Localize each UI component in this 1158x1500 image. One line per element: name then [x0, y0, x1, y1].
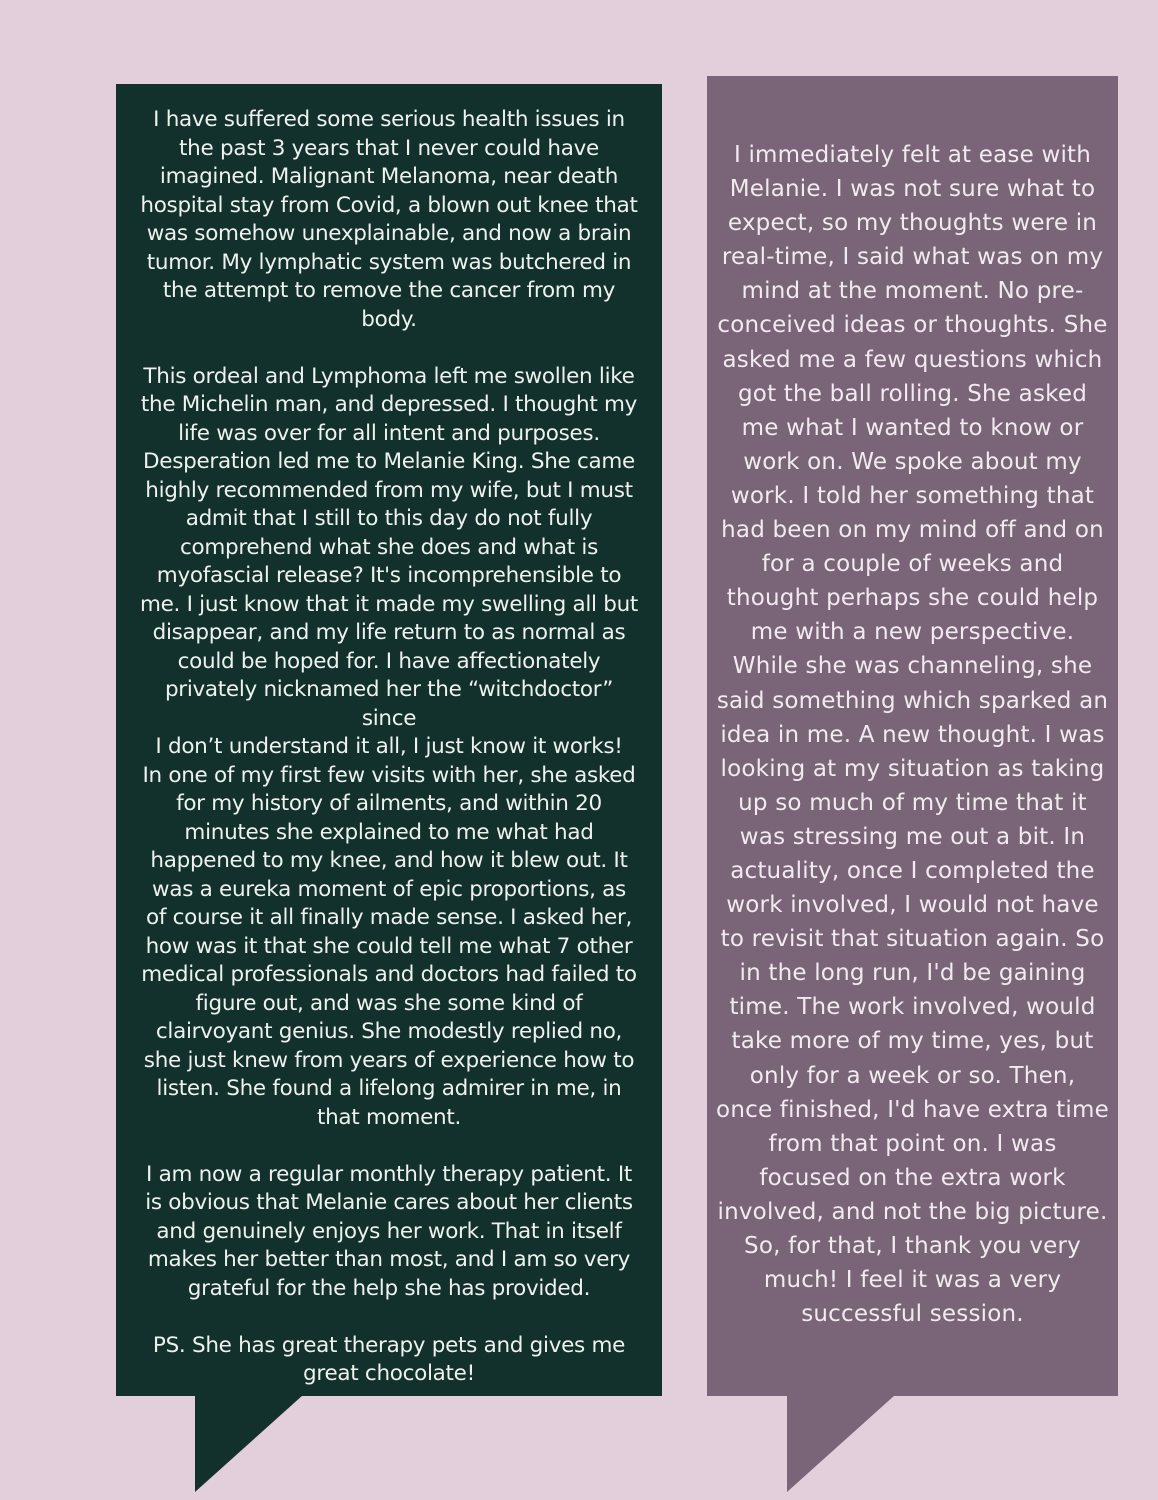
speech-bubble-tail-left: [195, 1395, 303, 1492]
testimonial-bubble-right: [707, 76, 1118, 1396]
testimonial-left-paragraph-4: PS. She has great therapy pets and gives me great chocolate!: [152, 1332, 626, 1386]
testimonial-left-paragraph-2: This ordeal and Lymphoma left me swollen like the Michelin man, and depressed. I thought my life was over for all intent and purposes. Desperation led me to Melanie King. She came highly recommended from my wife, but I must admit that I still to this day do not fully comprehend what she does and what is myofascial release? It's incomprehensible to me. I just know that it made my swelling all but disappear, and my life return to as normal as could be hoped for. I have affectionately privately nicknamed her the “witchdoctor” since I don’t understand it all, I just know it works! In one of my first few visits with her, she asked for my history of ailments, and within 20 minutes she explained to me what had happened to my knee, and how it blew out. It was a eureka moment of epic proportions, as of course it all finally made sense. I asked her, how was it that she could tell me what 7 other medical professionals and doctors had failed to figure out, and was she some kind of clairvoyant genius. She modestly replied no, she just knew from years of experience how to listen. She found a lifelong admirer in me, in that moment.: [139, 363, 639, 1130]
testimonial-left-paragraph-1: I have suffered some serious health issues in the past 3 years that I never could have imagined. Malignant Melanoma, near death hospital stay from Covid, a blown out knee that was somehow unexplainable, and now a brain tumor. My lymphatic system was butchered in the attempt to remove the cancer from my body.: [140, 107, 638, 332]
speech-bubble-tail-right: [787, 1395, 895, 1492]
testimonial-bubble-left: [116, 84, 662, 1396]
testimonial-right-text: I immediately felt at ease with Melanie. I was not sure what to expect, so my thoughts were in real-time, I said what was on my mind at the moment. No pre- conceived ideas or thoughts. She asked me a few questions which got the ball rolling. She asked me what I wanted to know or work on. We spoke about my work. I told her something that had been on my mind off and on for a couple of weeks and thought perhaps she could help me with a new perspective. While she was channeling, she said something which sparked an idea in me. A new thought. I was looking at my situation as taking up so much of my time that it was stressing me out a bit. In actuality, once I completed the work involved, I would not have to revisit that situation again. So in the long run, I'd be gaining time. The work involved, would take more of my time, yes, but only for a week or so. Then, once finished, I'd have extra time from that point on. I was focused on the extra work involved, and not the big picture. So, for that, I thank you very much! I feel it was a very successful session.: [716, 142, 1109, 1328]
testimonial-left-paragraph-3: I am now a regular monthly therapy patient. It is obvious that Melanie cares about her clients and genuinely enjoys her work. That in itself makes her better than most, and I am so very grateful for the help she has provided.: [145, 1161, 633, 1301]
